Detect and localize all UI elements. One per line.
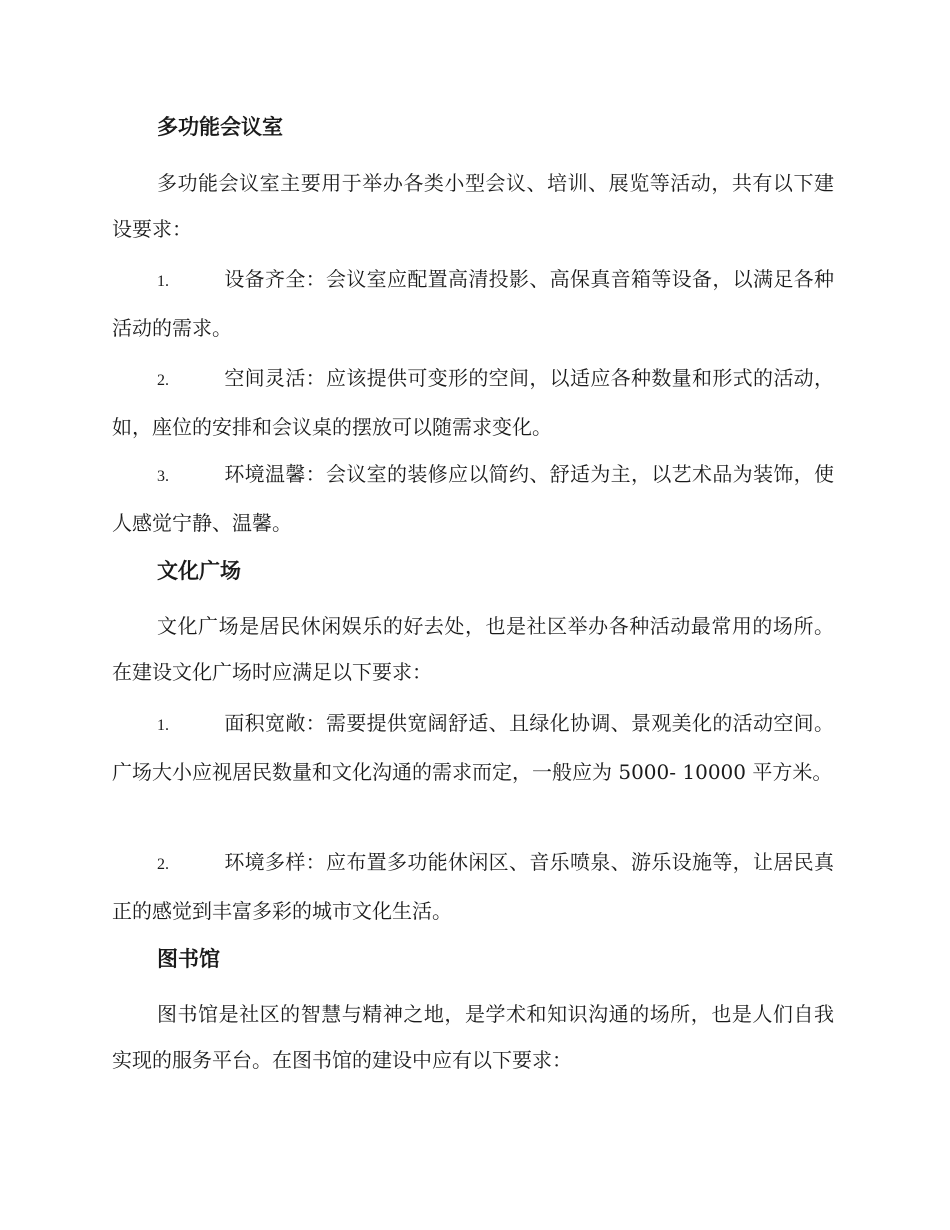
- list-item-text: 环境温馨：会议室的装修应以简约、舒适为主，以艺术品为装饰，使人感觉宁静、温馨。: [112, 462, 834, 535]
- list-item-text: 面积宽敞：需要提供宽阔舒适、且绿化协调、景观美化的活动空间。广场大小应视居民数量和文化沟通的需求而定，一般应为 5000- 10000 平方米。: [112, 711, 834, 784]
- section-intro: 图书馆是社区的智慧与精神之地，是学术和知识沟通的场所，也是人们自我实现的服务平台。在图书馆的建设中应有以下要求：: [112, 1002, 834, 1072]
- list-item-number: 1.: [157, 717, 169, 734]
- list-item: [112, 451, 834, 546]
- list-item: [112, 700, 834, 795]
- section-heading: 图书馆: [157, 946, 220, 971]
- section-intro: 多功能会议室主要用于举办各类小型会议、培训、展览等活动，共有以下建设要求：: [112, 171, 834, 241]
- list-item-text: 环境多样：应布置多功能休闲区、音乐喷泉、游乐设施等，让居民真正的感觉到丰富多彩的城市文化生活。: [112, 850, 834, 923]
- list-item: [112, 355, 834, 450]
- list-item-text: 空间灵活：应该提供可变形的空间，以适应各种数量和形式的活动，如，座位的安排和会议桌的摆放可以随需求变化。: [112, 366, 834, 439]
- list-item-number: 2.: [157, 856, 169, 873]
- section-heading: 文化广场: [157, 558, 241, 583]
- section-heading: 多功能会议室: [157, 114, 283, 139]
- list-item-number: 1.: [157, 273, 169, 290]
- section-intro: 文化广场是居民休闲娱乐的好去处，也是社区举办各种活动最常用的场所。在建设文化广场时应满足以下要求：: [112, 614, 834, 684]
- list-item-text: 设备齐全：会议室应配置高清投影、高保真音箱等设备，以满足各种活动的需求。: [112, 267, 834, 340]
- list-item: [112, 256, 834, 351]
- list-item-number: 2.: [157, 372, 169, 389]
- list-item: [112, 839, 834, 934]
- list-item-number: 3.: [157, 468, 169, 485]
